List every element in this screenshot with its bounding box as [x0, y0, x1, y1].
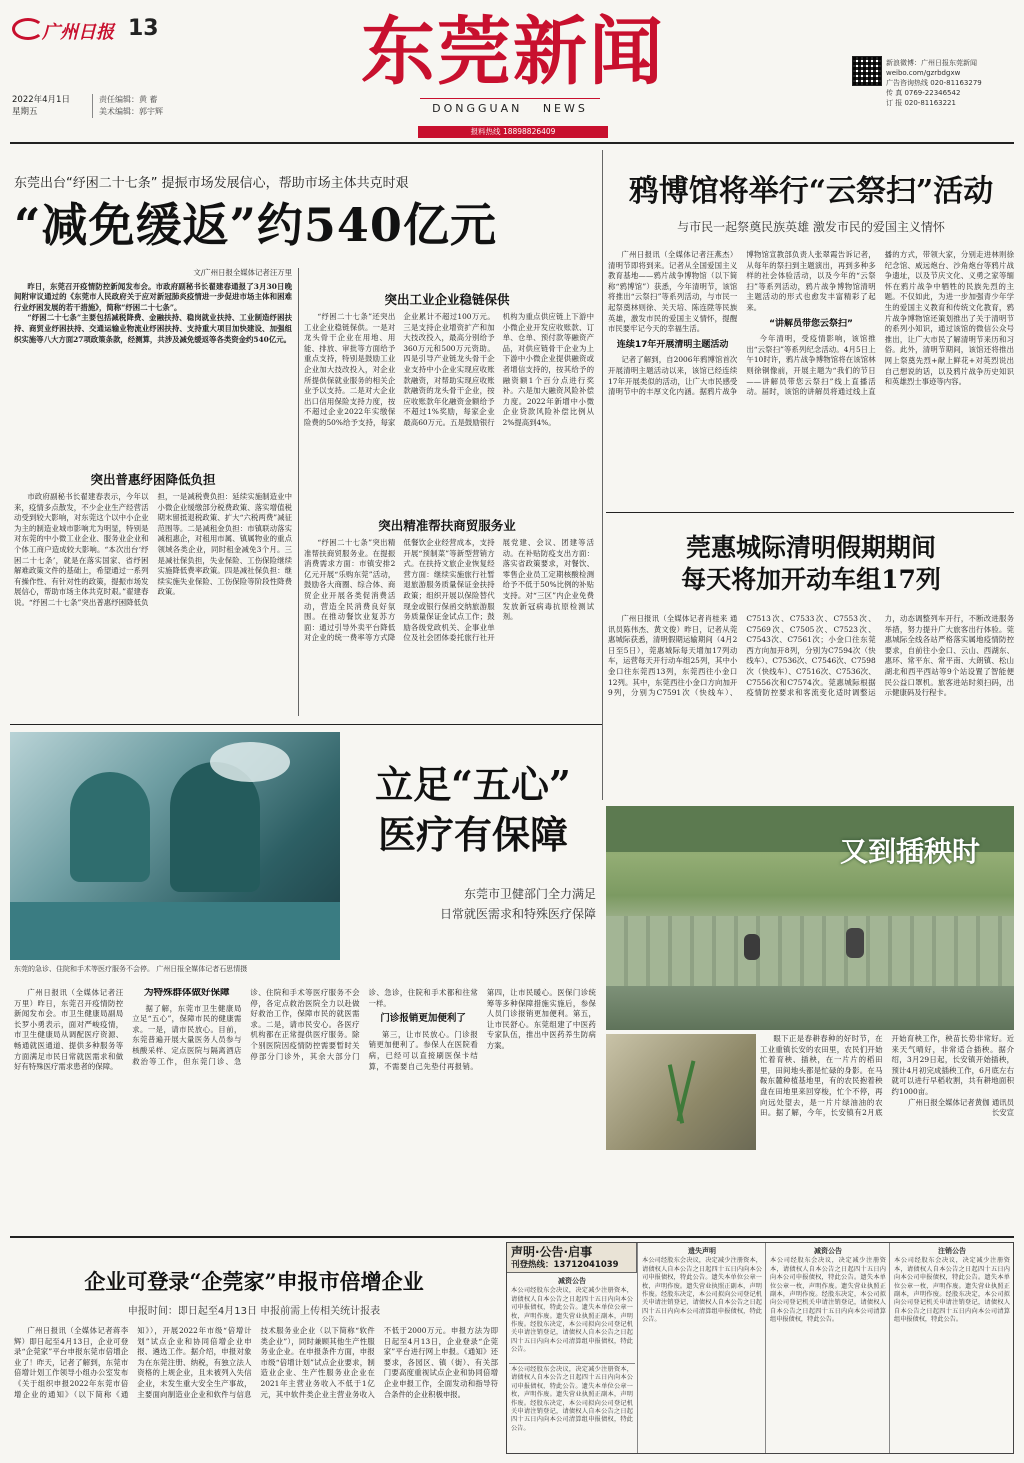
story2-text2: 记者了解到，自2006年鸦博馆首次开展清明主题活动以来，该馆已经连续17年开展类似的活动，让广大市民感受清明节中的丰厚文化内涵。据鸦片战争博物馆宣教部负责人张翠霞告诉记者，从每年的祭扫到主题演出，再到多种多样的社会体验活动，以及今年的“云祭扫”等系列活动，鸦片战争博物馆清明主题活动的形式也愈发丰富精彩了起来。 [608, 250, 876, 397]
ad-title: 减资公告 [558, 1277, 586, 1285]
bottom-divider [10, 1236, 1014, 1238]
farmer-figure [744, 934, 760, 960]
story1-section3-text: “纾困二十七条”突出精准帮扶商贸服务业。在提振消费需求方面：市镇安排2亿元开展“乐购东莞”活动，鼓励各大商圈、综合体、商贸企业开展各类促消费活动，营造全民消费良好氛围。在推动餐饮业复苏方面：通过引导外卖平台降低对企业的统一费率等方式降低餐饮企业经营成本，支持开展“预制菜”等新型营销方式。在扶持文旅企业恢复经营方面：继续实施旅行社暂退旅游服务质量保证金扶持政策；组织开展以保险替代现金或银行保函交纳旅游服务质量保证金试点工作；鼓励各级党政机关、企事业单位及社会团体委托旅行社开展党建、会议、团建等活动。在补贴防疫支出方面：落实省政策要求，对餐饮、零售企业员工定期核酸检测给予不低于50%比例的补贴支持。对“三区”内企业免费发放新冠病毒抗原检测试剂。 [304, 538, 594, 643]
page-number: 13 [128, 16, 159, 41]
column-rule [298, 268, 299, 716]
ad-rule [889, 1243, 890, 1453]
surgery-photo [10, 732, 340, 960]
story1-section1-title: 突出普惠纾困降低负担 [90, 472, 216, 487]
story6-headline: 企业可登录“企莞家”申报市倍增企业 [84, 1269, 424, 1294]
qr-code-icon[interactable] [852, 56, 882, 86]
ad-text: 本公司经股东会决议，决定减少注册资本，请债权人自本公告之日起四十五日内向本公司申报债权，特此公告。遗失本单位公章一枚，声明作废。遗失营业执照正副本，声明作废。经股东决定，本公司拟向公司登记机关申请注销登记，请债权人自本公告之日起四十五日内向本公司清算组申报债权，特此公告。 [511, 1366, 633, 1432]
story4-subtitle-line2: 日常就医需求和特殊医疗保障 [439, 907, 596, 921]
ad-title: 减资公告 [814, 1247, 842, 1255]
ad-title: 遗失声明 [688, 1247, 716, 1255]
ads-phone: 刊登热线：13712041039 [511, 1260, 619, 1270]
story4-divider [10, 724, 602, 725]
ad-notice [768, 1245, 888, 1449]
story2-body [608, 250, 1014, 506]
story2-text3: 今年清明，受疫情影响，该馆推出“云祭扫”等系列纪念活动。4月5日上午10时许，鸦片战争博物馆将在该馆林则徐铜像前，开展主题为“我们的节日——讲解员带您云祭扫”线上直播活动。届时，该馆的讲解员将通过线上直播的方式，带领大家，分别走进林则徐纪念馆、威远炮台、沙角炮台等鸦片战争遗址，以及节庆文化、义勇之家等缅怀在鸦片战争中牺牲的民族先烈的主题。不仅如此，为进一步加强青少年学生的爱国主义教育和传统文化教育，鸦片战争博物馆还策划推出了关于清明节的系列小知识，通过该馆的微信公众号推出，让广大市民了解清明节来历和习俗。此外，清明节期间，该馆还将推出网上祭奠先烈+献上鲜花+对英烈说出自己想说的话，以及鸦片战争历史知识和英雄烈士事迹等内容。 [746, 250, 1014, 397]
ads-header: 声明·公告·启事 [511, 1245, 593, 1259]
hotline-text: 报料热线 18898826409 [470, 127, 556, 136]
photo-caption: 东莞的急诊、住院和手术等医疗服务不会停。 广州日报全媒体记者石思情摄 [14, 965, 248, 973]
story4-section2-title: 门诊报销更加便利了 [380, 1013, 466, 1025]
newspaper-logo: 广州日报 [42, 22, 114, 43]
story1-section2-text: “纾困二十七条”还突出工业企业稳链保供。一是对龙头骨干企业在用地、用能、排放、审批等方面给予重点支持，特别是鼓励工业企业加大技改投入，对企业所提供保就业服务的相关企业予以支持。二是对大企业出口信用保险支持力度，按不超过企业2022年实缴保险费的50%给予支持，每家企业累计不超过100万元。三是支持企业增资扩产和加大技改投入，最高分别给予360万元和500万元资助。四是引导产业链龙头骨干企业支持中小企业实现应收账款融资，对帮助实现应收账款融资的龙头骨干企业，按应收账款年化融资金额给予不超过1%奖励，每家企业最高60万元。五是鼓励银行机构为重点供应链上下游中小微企业开发应收账款、订单、仓单、预付款等融资产品，对供应链骨干企业为上下游中小微企业提供融资或者增信支持的，按其给予的融资额1个百分点进行奖补。六是加大融资风险补偿力度。2022年新增中小微企业贷款风险补偿比例从2%提高到4%。 [304, 312, 594, 427]
story1-section3-title: 突出精准帮扶商贸服务业 [378, 518, 516, 533]
story1-section2-body [304, 312, 594, 508]
story1-section1-text: 市政府副秘书长翟建春表示，今年以来，疫情多点散发，不少企业生产经营活动受到较大影响，对东莞这个以中小企业为主的制造业城市影响尤为明显，特别是对东莞的中小微工业企业、服务业企业和个体工商户造成较大影响。“本次出台‘纾困二十七条’，就是在落实国家、省纾困解难政策文件的基础上，希望通过一系列有操作性、有针对性的政策，提振市场发展信心，帮助市场主体共克时艰。”翟建春说。“纾困二十七条”突出普惠纾困降低负担，一是减税费负担：延续实施制造业中小微企业缓缴部分税费政策、落实增值税期末留抵退税政策、扩大“六税两费”减征范围等。二是减租金负担：市镇联动落实减租惠企，对租用市属、镇属物业的重点领域各类企业，同时租金减免3个月。三是减社保负担，失业保险、工伤保险继续实施降低费率政策。四是减社保负担：继续实施失业保险、工伤保险等阶段性降费政策。 [14, 492, 292, 607]
story3-text: 广州日报讯（全媒体记者肖桂来 通讯员陈伟杰、黄文俊）昨日，记者从莞惠城际获悉，清明假期运输期间（4月2日至5日），莞惠城际每天增加17列动车，运营每天开行动车组25列，其中小金口往东莞西13列，东莞西往小金口12列。其中，东莞西往小金口方向加开9列，分别为C7591次（快线车）、C7513次、C7533次、C7553次、C7569次、C7505次、C7523次、C7543次、C7561次；小金口往东莞西方向加开8列，分别为C7594次（快线车）、C7536次、C7546次、C7598次（快线车）、C7516次、C7536次、C7556次和C7574次。莞惠城际根据疫情防控要求和客流变化适时调整运力，动态调整列车开行，不断改进服务举措，努力提升广大旅客出行体验。莞惠城际全线各站严格落实属地疫情防控要求，自前往小金口、云山、西湖东、惠环、常平东、常平南、大朗镇、松山湖北和西平西站等9个站设置了智能便民公益口罩机。旅客进站时须扫码，出示健康码及行程卡。 [608, 614, 1014, 698]
editor-block [92, 94, 163, 118]
story6-subtitle: 申报时间：即日起至4月13日 申报前需上传相关统计报表 [127, 1306, 381, 1317]
story5-body [760, 1034, 1014, 1230]
editor-name: 责任编辑：黄 蓄 [99, 95, 158, 104]
story2-subtitle: 与市民一起祭奠民族英雄 激发市民的爱国主义情怀 [677, 220, 945, 234]
story3-headline-line1: 莞惠城际清明假期期间 [685, 533, 936, 562]
paddy-rows [606, 916, 1014, 986]
ad-text: 本公司经股东会决议，决定减少注册资本，请债权人自本公告之日起四十五日内向本公司申报债权，特此公告。遗失本单位公章一枚，声明作废。遗失营业执照正副本，声明作废。经股东决定，本公司拟向公司登记机关申请注销登记，请债权人自本公告之日起四十五日内向本公司清算组申报债权，特此公告。 [894, 1257, 1010, 1324]
story1-lead2: “纾困二十七条”主要包括减税降费、金融扶持、稳岗就业扶持、工业制造纾困扶持、商贸业纾困扶持、交通运输业物流业纾困扶持、支持重大项目加快建设、加强组织实施等八大方面27项政策条款，经测算，共涉及减免缓返等各类资金约540亿元。 [14, 313, 292, 344]
weibo-name: 新浪微博：广州日报东莞新闻 [886, 59, 977, 67]
ad-notice [892, 1245, 1012, 1449]
ad-notice [509, 1363, 635, 1451]
art-editor-name: 美术编辑：郭宇辉 [99, 107, 163, 116]
story2-text: 广州日报讯（全媒体记者汪燕杰）清明节即将到来。记者从全国爱国主义教育基地——鸦片战争博物馆（以下简称“鸦博馆”）获悉，今年清明节，该馆将推出“云祭扫”等系列活动，与市民一起祭奠林则徐、关天培、陈连陞等民族英雄，激发市民的爱国主义情怀，提醒市民要牢记今天的幸福生活。 [608, 250, 738, 334]
ad-text: 本公司经股东会决议，决定减少注册资本，请债权人自本公告之日起四十五日内向本公司申报债权，特此公告。遗失本单位公章一枚，声明作废。遗失营业执照正副本，声明作废。经股东决定，本公司拟向公司登记机关申请注销登记，请债权人自本公告之日起四十五日内向本公司清算组申报债权，特此公告。 [642, 1257, 762, 1324]
story1-section3-body [304, 538, 594, 716]
ad-text: 本公司经股东会决议，决定减少注册资本，请债权人自本公告之日起四十五日内向本公司申报债权，特此公告。遗失本单位公章一枚，声明作废。遗失营业执照正副本，声明作废。经股东决定，本公司拟向公司登记机关申请注销登记，请债权人自本公告之日起四十五日内向本公司清算组申报债权，特此公告。 [511, 1287, 633, 1354]
ad-title: 注销公告 [938, 1247, 966, 1255]
main-column-rule [602, 150, 603, 800]
page-title: 东莞新闻 [361, 9, 665, 95]
story5-byline: 广州日报全媒体记者黄伽 通讯员长安宣 [908, 1097, 1014, 1118]
story4-text2: 据了解，东莞市卫生健康局立足“五心”，保障市民的健康需求。一是，请市民放心。目前，东莞普遍开展大量医务人员参与核酸采样、定点医院与隔离酒店救治等工作，但东莞门诊、急诊、住院和手术等医疗服务不会停，各定点救治医院全力以赴做好救治工作，保障市民的就医需求。二是，请市民安心。各医疗机构都在正常提供医疗服务。除个别医院因疫情防控需要暂时关停部分门诊外，其余大部分门诊、急诊，住院和手术都和往常一样。 [132, 988, 478, 1066]
logo-swoosh-icon [12, 18, 44, 40]
story1-headline: “减免缓返”约540亿元 [14, 198, 497, 252]
story4-body [14, 988, 596, 1224]
story4-headline [350, 760, 596, 860]
surgical-lamp [210, 742, 290, 782]
story2-section-title: 连续17年开展清明主题活动 [616, 339, 729, 350]
date-block [12, 94, 70, 118]
story4-subtitle-line1: 东莞市卫健部门全力满足 [463, 887, 596, 901]
fax-number: 传 真 0769-22346542 [886, 89, 961, 97]
seedling-photo [606, 1034, 756, 1150]
story4-section-title: 为特殊群体做好保障 [144, 988, 230, 998]
ad-notice [509, 1275, 635, 1361]
ads-header-box [507, 1243, 637, 1273]
weibo-url[interactable]: weibo.com/gzrbdgxw [886, 69, 961, 77]
story1-section2-title: 突出工业企业稳链保供 [384, 292, 510, 307]
story3-headline-line2: 每天将加开动车组17列 [681, 565, 941, 594]
ad-notice [640, 1245, 764, 1449]
hotline-bar [418, 126, 608, 138]
story3-headline [608, 532, 1014, 596]
farmer-figure [846, 928, 864, 958]
story1-byline: 文/广州日报全媒体记者汪万里 [193, 268, 292, 277]
ad-text: 本公司经股东会决议，决定减少注册资本，请债权人自本公告之日起四十五日内向本公司申报债权，特此公告。遗失本单位公章一枚，声明作废。遗失营业执照正副本，声明作废。经股东决定，本公司拟向公司登记机关申请注销登记，请债权人自本公告之日起四十五日内向本公司清算组申报债权，特此公告。 [770, 1257, 886, 1324]
story4-text3: 第三，让市民放心。门诊报销更加便利了。参保人在医院看病，已经可以直接刷医保卡结算，不需要自己先垫付再报销。第四，让市民暖心。医保门诊统筹等多种保障措施实施后，参保人员门诊报销更加便利。第五，让市民舒心。东莞组建了中医药专家队伍，推出中医药养生防病方案。 [368, 988, 596, 1071]
story1-section1-body [14, 492, 292, 714]
subscribe-number: 订 报 020-81163221 [886, 99, 956, 107]
masthead-logo-block [12, 14, 192, 46]
ad-hotline: 广告咨询热线 020-81163279 [886, 79, 982, 87]
classified-ads [506, 1242, 1014, 1454]
page-title-pinyin: DONGGUAN NEWS [432, 102, 588, 115]
story2-section2-title: “讲解员带您云祭扫” [769, 318, 853, 329]
issue-weekday: 星期五 [12, 107, 38, 117]
story4-text: 广州日报讯（全媒体记者汪万里）昨日，东莞召开疫情防控新闻发布会。市卫生健康局副局长罗小勇表示，面对严峻疫情，市卫生健康局从调配医疗资源、畅通就医通道、提供多种服务等方面满足市民日常就医需求和做好有特殊医疗需求患者的保障。 [14, 988, 124, 1072]
title-rule [420, 98, 600, 99]
issue-date: 2022年4月1日 [12, 95, 70, 105]
story5-text: 眼下正是春耕春种的好时节，在工业重镇长安的农田里，农民们开始忙着育秧、插秧，在一片片的稻田里，田间地头都是忙碌的身影。在马鞍东麓种植基地里，有的农民抱着秧盘在田地里来回穿梭，忙个不停，再向远处望去，是一片片绿油油的农田。据了解，今年，长安镇有2月底开始育秧工作，秧苗长势非常好。近来天气晴好，非常适合插秧。据介绍，3月29日起，长安镇开始插秧，预计4月初完成插秧工作，6月底左右就可以进行早稻收割，共有耕地面积约1000亩。 [760, 1034, 1014, 1118]
story1-lead: 昨日，东莞召开疫情防控新闻发布会。市政府副秘书长翟建春通报了3月30日晚间附审议通过的《东莞市人民政府关于应对新冠肺炎疫情进一步促进市场主体和困难行业纾困发展的若干措施》，简称“纾困二十七条”。 [14, 281, 292, 312]
surgeon-figure [70, 772, 150, 882]
story6-text: 广州日报讯（全媒体记者蒋李辉）即日起至4月13日，企业可登录“企莞家”平台申报东莞市倍增企业了！昨天，记者了解到，东莞市倍增计划工作领导小组办公室发布《关于组织申报2022年东莞市倍增企业的通知》（以下简称《通知》），开展2022年市级“倍增计划”试点企业和协同倍增企业申报、遴选工作。据介绍，申报对象为在东莞注册、纳税，有独立法人资格的上规企业，且未被列入失信企业，未发生重大安全生产事故，主要面向制造业企业和软件与信息技术服务业企业（以下简称“软件类企业”），同时兼顾其他生产性服务业企业。在申报条件方面，申报市级“倍增计划”试点企业要求，制造业企业、生产性服务业企业在2021年主营业务收入不低于1亿元，其中软件类企业主营业务收入不低于2000万元。申报方法为即日起至4月13日，企业登录“企莞家”平台进行网上申报。《通知》还要求，各园区、镇（街）、有关部门要高度重视试点企业和协同倍增企业申报工作，全面发动和指导符合条件的企业积极申报。 [14, 1326, 498, 1399]
story2-divider [606, 512, 1014, 513]
operating-table [10, 902, 340, 960]
seedling-stem [677, 1060, 696, 1121]
ad-rule [765, 1243, 766, 1453]
story3-body [608, 614, 1014, 800]
story1-lead-block [14, 268, 292, 420]
story4-headline-line2: 医疗有保障 [377, 812, 568, 857]
story1-kicker: 东莞出台“纾困二十七条” 提振市场发展信心，帮助市场主体共克时艰 [14, 176, 409, 191]
ad-rule [637, 1243, 638, 1453]
story2-headline: 鸦博馆将举行“云祭扫”活动 [628, 174, 994, 209]
masthead-divider [10, 142, 1014, 144]
story4-headline-line1: 立足“五心” [375, 762, 571, 807]
story6-body [14, 1326, 498, 1452]
story5-headline: 又到插秧时 [839, 835, 980, 868]
contact-block [886, 58, 982, 108]
story4-subtitle [350, 884, 596, 924]
